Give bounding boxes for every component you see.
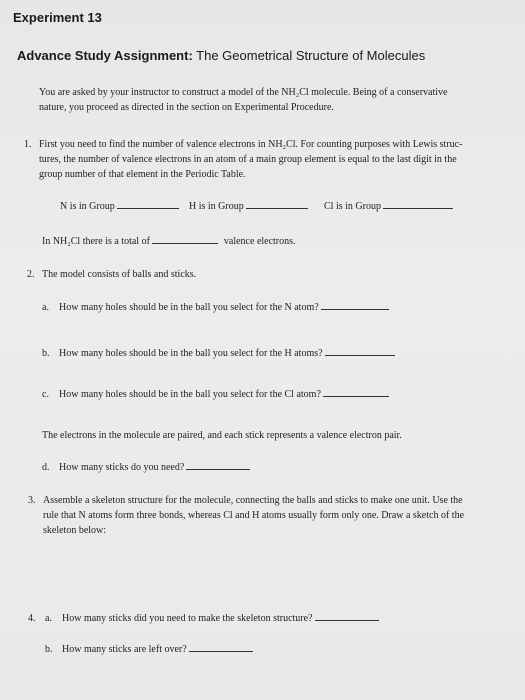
total-valence-suffix: valence electrons. bbox=[223, 236, 296, 247]
question-3-number: 3. bbox=[28, 495, 36, 506]
question-4b-text: How many sticks are left over? bbox=[62, 644, 187, 655]
n-group-blank[interactable] bbox=[117, 199, 179, 209]
question-4a-blank[interactable] bbox=[315, 611, 379, 621]
h-group-blank[interactable] bbox=[246, 199, 308, 209]
question-4-number: 4. bbox=[28, 613, 36, 624]
question-1-line: tures, the number of valence electrons in an atom of a main group element is equal to the last digit in the bbox=[39, 154, 457, 165]
question-2-number: 2. bbox=[27, 269, 35, 280]
total-valence-field bbox=[42, 234, 296, 249]
question-2d-blank[interactable] bbox=[186, 460, 250, 470]
question-3-text bbox=[43, 493, 464, 538]
question-2c-blank[interactable] bbox=[323, 387, 389, 397]
experiment-number: Experiment 13 bbox=[13, 10, 102, 25]
question-3-line: Assemble a skeleton structure for the molecule, connecting the balls and sticks to make one unit. Use the bbox=[43, 495, 463, 506]
question-2-text: The model consists of balls and sticks. bbox=[42, 269, 197, 280]
question-2b-blank[interactable] bbox=[325, 346, 395, 356]
h-group-label: H is in Group bbox=[189, 201, 244, 212]
question-2b bbox=[42, 346, 395, 361]
question-2d-text: How many sticks do you need? bbox=[59, 462, 185, 473]
question-2c-text: How many holes should be in the ball you select for the Cl atom? bbox=[59, 389, 321, 400]
question-2c bbox=[42, 387, 389, 402]
n-group-label: N is in Group bbox=[60, 201, 115, 212]
intro-paragraph bbox=[39, 85, 447, 115]
question-2a bbox=[42, 300, 389, 315]
question-4a bbox=[28, 611, 379, 626]
question-4a-label: a. bbox=[45, 613, 52, 624]
question-1-line: First you need to find the number of valence electrons in NH₂Cl. For counting purposes with Lewis struc- bbox=[39, 139, 463, 150]
question-4b-label: b. bbox=[45, 644, 53, 655]
question-2c-label: c. bbox=[42, 389, 49, 400]
question-2a-blank[interactable] bbox=[321, 300, 389, 310]
h-group-field bbox=[189, 199, 308, 214]
intro-line: nature, you proceed as directed in the section on Experimental Procedure. bbox=[39, 102, 334, 113]
question-2b-label: b. bbox=[42, 348, 50, 359]
question-1-text bbox=[39, 137, 462, 182]
assignment-heading-title: The Geometrical Structure of Molecules bbox=[196, 48, 426, 63]
question-3-line: skeleton below: bbox=[43, 525, 107, 536]
cl-group-label: Cl is in Group bbox=[324, 201, 381, 212]
cl-group-blank[interactable] bbox=[383, 199, 453, 209]
question-1-line: group number of that element in the Periodic Table. bbox=[39, 169, 246, 180]
question-1-number: 1. bbox=[24, 139, 32, 150]
n-group-field bbox=[60, 199, 179, 214]
question-4b bbox=[45, 642, 253, 657]
question-2d bbox=[42, 460, 250, 475]
question-2b-text: How many holes should be in the ball you select for the H atoms? bbox=[59, 348, 323, 359]
question-3-line: rule that N atoms form three bonds, whereas Cl and H atoms usually form only one. Draw a sketch of the bbox=[43, 510, 465, 521]
question-2a-label: a. bbox=[42, 302, 49, 313]
question-4a-text: How many sticks did you need to make the skeleton structure? bbox=[62, 613, 313, 624]
total-valence-blank[interactable] bbox=[152, 234, 218, 244]
question-2a-text: How many holes should be in the ball you select for the N atom? bbox=[59, 302, 319, 313]
assignment-heading-bold: Advance Study Assignment: bbox=[17, 48, 193, 63]
question-2d-label: d. bbox=[42, 462, 50, 473]
electron-pair-note: The electrons in the molecule are paired, and each stick represents a valence electron pair. bbox=[42, 430, 402, 441]
intro-line: You are asked by your instructor to construct a model of the NH₂Cl molecule. Being of a conservative bbox=[39, 87, 448, 98]
skeleton-sketch-area[interactable] bbox=[43, 540, 493, 600]
total-valence-prefix: In NH₂Cl there is a total of bbox=[42, 236, 150, 247]
assignment-heading bbox=[17, 48, 425, 63]
question-4b-blank[interactable] bbox=[189, 642, 253, 652]
cl-group-field bbox=[324, 199, 453, 214]
